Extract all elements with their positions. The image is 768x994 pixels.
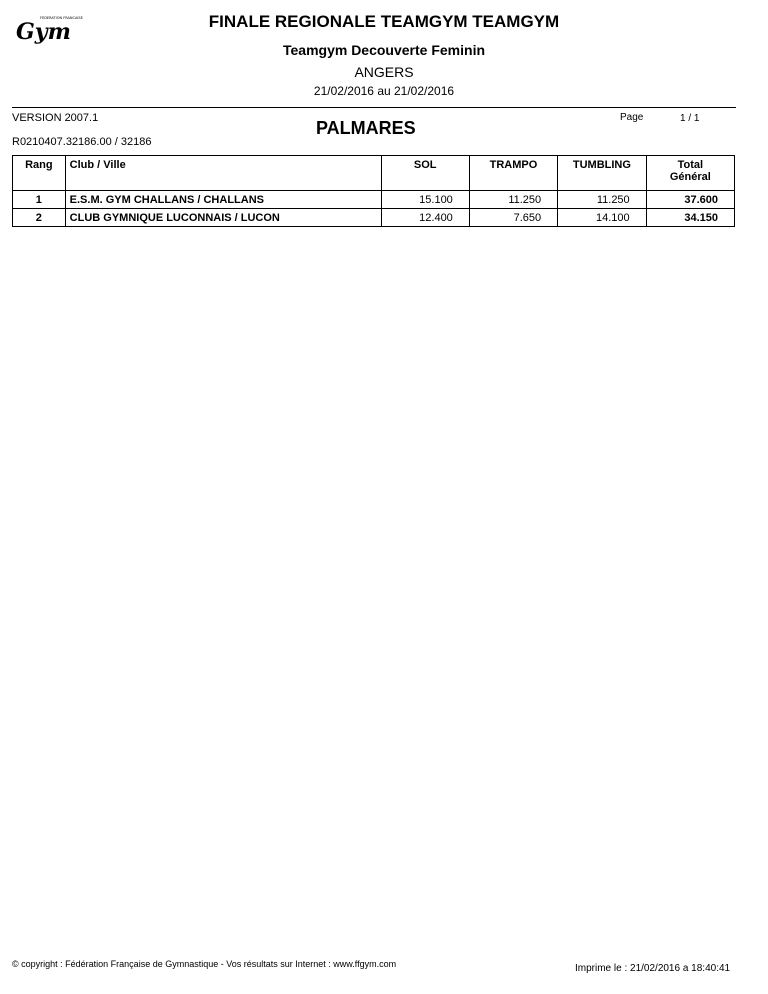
logo-caption: FEDERATION FRANCAISE <box>40 16 83 20</box>
row-tumbling: 14.100 <box>558 209 647 227</box>
reference-code: R0210407.32186.00 / 32186 <box>12 136 152 148</box>
city: ANGERS <box>354 64 414 80</box>
row-club: E.S.M. GYM CHALLANS / CHALLANS <box>65 191 381 209</box>
copyright-footer: © copyright : Fédération Française de Gymnastique - Vos résultats sur Internet : www.ffgym.com <box>12 959 397 969</box>
row-trampo: 7.650 <box>469 209 557 227</box>
table-row <box>13 191 735 209</box>
row-rang: 2 <box>13 209 66 227</box>
row-sol: 12.400 <box>381 209 469 227</box>
row-sol: 15.100 <box>381 191 469 209</box>
version-label: VERSION 2007.1 <box>12 112 99 124</box>
col-rang: Rang <box>13 156 66 191</box>
row-total: 34.150 <box>646 209 734 227</box>
col-tumbling: TUMBLING <box>558 156 647 191</box>
col-total <box>646 156 734 191</box>
logo-text: Gym <box>16 19 71 45</box>
dates: 21/02/2016 au 21/02/2016 <box>313 84 455 98</box>
page-label: Page <box>620 112 644 123</box>
row-club: CLUB GYMNIQUE LUCONNAIS / LUCON <box>65 209 381 227</box>
row-trampo: 11.250 <box>469 191 557 209</box>
row-rang: 1 <box>13 191 66 209</box>
col-trampo: TRAMPO <box>469 156 557 191</box>
results-table <box>12 155 735 227</box>
col-sol: SOL <box>381 156 469 191</box>
print-timestamp: Imprime le : 21/02/2016 a 18:40:41 <box>575 963 731 974</box>
row-tumbling: 11.250 <box>558 191 647 209</box>
col-club: Club / Ville <box>65 156 381 191</box>
competition-title: FINALE REGIONALE TEAMGYM TEAMGYM <box>208 12 560 31</box>
page-number: 1 / 1 <box>680 113 700 124</box>
row-total: 37.600 <box>646 191 734 209</box>
category-subtitle: Teamgym Decouverte Feminin <box>282 42 486 58</box>
col-total-line2: Général <box>669 171 711 183</box>
table-header-row <box>13 156 735 191</box>
col-total-line1: Total <box>677 159 704 171</box>
header-divider <box>12 107 736 108</box>
table-row <box>13 209 735 227</box>
section-title: PALMARES <box>316 118 416 138</box>
